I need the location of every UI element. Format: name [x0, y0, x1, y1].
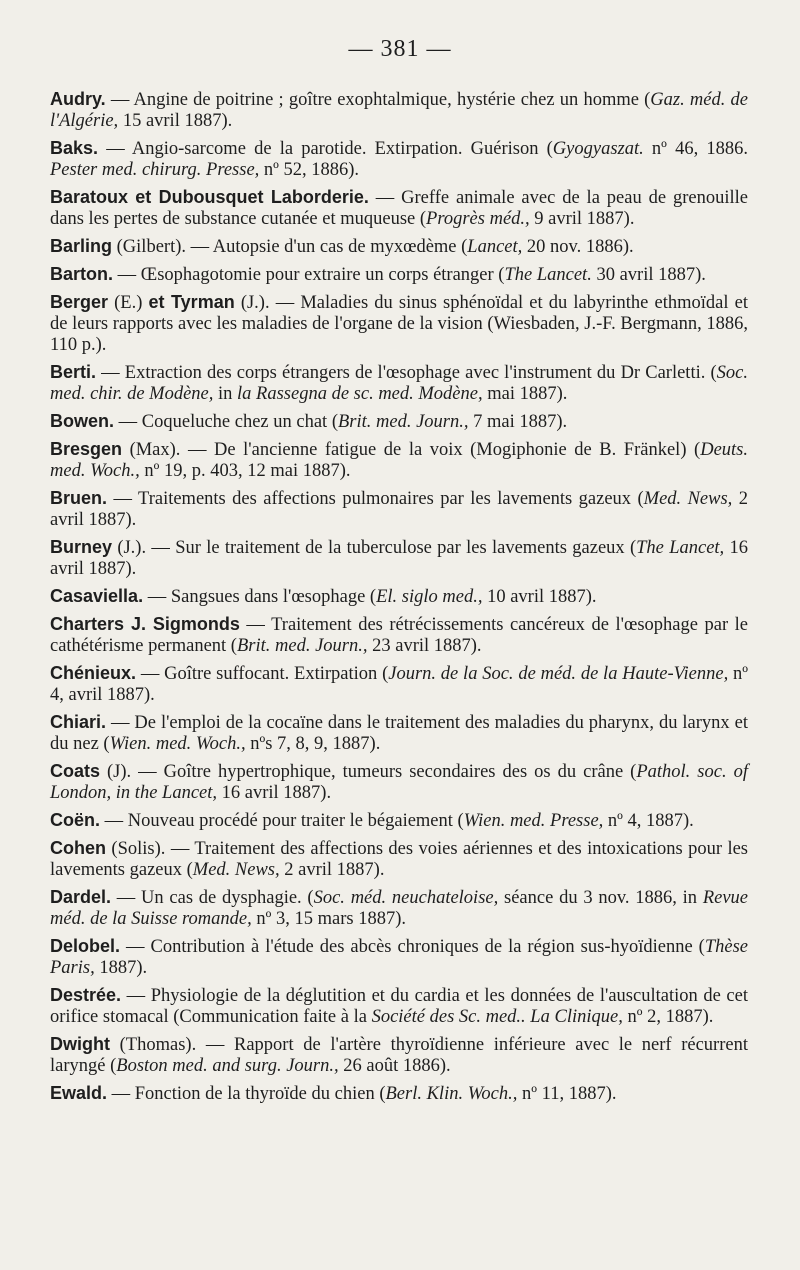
author-name: Destrée. [50, 985, 122, 1005]
author-name: et Tyrman [148, 292, 235, 312]
bibliography-entry [50, 264, 748, 286]
author-name: Dardel. [50, 887, 112, 907]
author-initials: (J). [100, 762, 132, 782]
bibliography-entry [50, 89, 748, 132]
bibliography-entry [50, 236, 748, 258]
author-name: Coën. [50, 810, 101, 830]
entry-title: — Traitement des affections des voies aériennes et des intoxications pour les lavements gazeux ( [50, 839, 748, 880]
bibliography-entry [50, 985, 748, 1028]
journal-name: Thèse Paris, [50, 937, 748, 978]
bibliography-entry [50, 439, 748, 482]
journal-name: El. siglo med., [376, 587, 483, 607]
citation-details: nº 4, 1887). [603, 811, 694, 831]
entry-title: — Traitement des rétrécissements cancéreux de l'œsophage par le cathétérisme permanent ( [50, 615, 748, 656]
author-name: Baks. [50, 138, 99, 158]
entry-title: — Rapport de l'artère thyroïdienne inférieure avec le nerf récurrent laryngé ( [50, 1035, 748, 1076]
journal-name: Pathol. soc. of London, in the Lancet, [50, 762, 748, 803]
entry-title: — Sur le traitement de la tuberculose par les lavements gazeux ( [146, 538, 637, 558]
bibliography-entry [50, 362, 748, 405]
journal-name: Deuts. med. Woch., [50, 440, 748, 481]
author-name: Audry. [50, 89, 106, 109]
citation-details: nº 46, 1886. [643, 139, 748, 159]
citation-details: nº 11, 1887). [517, 1084, 617, 1104]
journal-name: Revue méd. de la Suisse romande, [50, 888, 749, 929]
author-initials: (Solis). [106, 839, 166, 859]
citation-details: nºs 7, 8, 9, 1887). [245, 734, 381, 754]
author-name: Cohen [50, 838, 106, 858]
entry-title: — Sangsues dans l'œsophage ( [143, 587, 377, 607]
citation-details: nº 19, p. 403, 12 mai 1887). [139, 461, 351, 481]
citation-details: in [213, 384, 238, 404]
citation-details: 2 avril 1887). [50, 489, 748, 530]
bibliography-entry [50, 537, 748, 580]
journal-name: Wien. med. Woch., [109, 734, 246, 754]
bibliography-entry [50, 712, 748, 755]
journal-name: Soc. med. chir. de Modène, [50, 363, 748, 404]
author-name: Bruen. [50, 488, 108, 508]
bibliography-entry [50, 887, 748, 930]
journal-name: Brit. med. Journ., [236, 636, 368, 656]
entry-title: — Greffe animale avec de la peau de grenouille dans les pertes de substance cutanée et muqueuse ( [50, 188, 748, 229]
citation-details: nº 3, 15 mars 1887). [251, 909, 406, 929]
journal-name: Med. News, [643, 489, 733, 509]
citation-details: 30 avril 1887). [591, 265, 706, 285]
author-name: Burney [50, 537, 113, 557]
citation-details: 23 avril 1887). [367, 636, 482, 656]
bibliography-entry [50, 187, 748, 230]
citation-details: 20 nov. 1886). [522, 237, 634, 257]
citation-details: mai 1887). [482, 384, 568, 404]
author-name: Barling [50, 236, 113, 256]
bibliography-entry [50, 292, 748, 356]
page-number: — 381 — [348, 36, 452, 62]
entry-title: — Nouveau procédé pour traiter le bégaiement ( [100, 811, 464, 831]
bibliography-list [50, 89, 748, 1111]
entry-title: — Angine de poitrine ; goître exophtalmique, hystérie chez un homme ( [105, 90, 651, 110]
entry-title: — Physiologie de la déglutition et du cardia et les données de l'auscultation de cet orifice stomacal (Communication faite à la [50, 986, 748, 1027]
journal-name: Brit. med. Journ., [338, 412, 469, 432]
author-name: Berger [50, 292, 109, 312]
author-name: Coats [50, 761, 101, 781]
author-name: Ewald. [50, 1083, 108, 1103]
entry-title: — Maladies du sinus sphénoïdal et du labyrinthe ethmoïdal et de leurs rapports avec les maladies de l'organe de la vision (Wiesbaden, J.-F. Bergmann, 1886, 110 p.). [50, 293, 748, 355]
author-initials: (Thomas). [110, 1035, 197, 1055]
journal-name: Pester med. chirurg. Presse, [50, 160, 260, 180]
bibliography-entry [50, 586, 748, 608]
citation-details: nº 4, avril 1887). [50, 664, 749, 705]
citation-details: nº 52, 1886). [259, 160, 360, 180]
entry-title: — Contribution à l'étude des abcès chroniques de la région sus-hyoïdienne ( [120, 937, 705, 957]
journal-name: Gyogyaszat. [552, 139, 644, 159]
bibliography-entry [50, 1083, 748, 1105]
author-initials: (E.) [108, 293, 149, 313]
citation-details: 16 avril 1887). [50, 538, 748, 579]
author-name: Chiari. [50, 712, 107, 732]
bibliography-entry [50, 1034, 748, 1077]
bibliography-entry [50, 488, 748, 531]
author-name: Casaviella. [50, 586, 144, 606]
journal-name: Boston med. and surg. Journ., [116, 1056, 339, 1076]
author-name: Baratoux et Dubousquet Laborderie. [50, 187, 369, 207]
citation-details: 7 mai 1887). [468, 412, 568, 432]
bibliography-entry [50, 614, 748, 657]
author-name: Delobel. [50, 936, 121, 956]
author-initials: (Gilbert). [112, 237, 186, 257]
author-initials: (J.). [234, 293, 270, 313]
bibliography-entry [50, 936, 748, 979]
journal-name: Lancet, [467, 237, 523, 257]
bibliography-entry [50, 810, 748, 832]
entry-title: — De l'emploi de la cocaïne dans le traitement des maladies du pharynx, du larynx et du nez ( [50, 713, 748, 754]
bibliography-entry [50, 138, 748, 181]
journal-name: Gaz. méd. de l'Algérie, [50, 90, 749, 131]
entry-title: — Fonction de la thyroïde du chien ( [107, 1084, 386, 1104]
author-initials: (Max). [122, 440, 181, 460]
citation-details: nº 2, 1887). [622, 1007, 714, 1027]
entry-title: — Extraction des corps étrangers de l'œsophage avec l'instrument du Dr Carletti. ( [96, 363, 717, 383]
author-name: Berti. [50, 362, 97, 382]
entry-title: — Œsophagotomie pour extraire un corps étranger ( [113, 265, 505, 285]
bibliography-entry [50, 761, 748, 804]
entry-title: — Un cas de dysphagie. ( [111, 888, 314, 908]
journal-name: Progrès méd., [426, 209, 530, 229]
citation-details: 10 avril 1887). [482, 587, 597, 607]
journal-name: The Lancet, [636, 538, 725, 558]
author-name: Chénieux. [50, 663, 137, 683]
entry-title: — Goître hypertrophique, tumeurs secondaires des os du crâne ( [131, 762, 637, 782]
citation-details: 9 avril 1887). [529, 209, 635, 229]
entry-title: — Angio-sarcome de la parotide. Extirpation. Guérison ( [98, 139, 553, 159]
author-name: Bowen. [50, 411, 115, 431]
entry-title: — Traitements des affections pulmonaires par les lavements gazeux ( [107, 489, 644, 509]
journal-name: Soc. méd. neuchateloise, [313, 888, 499, 908]
journal-name: Société des Sc. med.. La Clinique, [371, 1007, 623, 1027]
entry-title: — Goître suffocant. Extirpation ( [136, 664, 389, 684]
author-initials: (J.). [112, 538, 147, 558]
journal-name: Journ. de la Soc. de méd. de la Haute-Vienne, [388, 664, 729, 684]
citation-details: 2 avril 1887). [279, 860, 385, 880]
citation-details: 15 avril 1887). [118, 111, 233, 131]
entry-title: — Coqueluche chez un chat ( [114, 412, 338, 432]
citation-details: séance du 3 nov. 1886, in [498, 888, 703, 908]
author-name: Charters J. Sigmonds [50, 614, 240, 634]
bibliography-entry [50, 663, 748, 706]
journal-name: Med. News, [192, 860, 280, 880]
author-name: Bresgen [50, 439, 123, 459]
bibliography-entry [50, 838, 748, 881]
journal-name: Berl. Klin. Woch., [385, 1084, 518, 1104]
journal-name: la Rassegna de sc. med. Modène, [237, 384, 483, 404]
citation-details: 1887). [94, 958, 148, 978]
citation-details: 26 août 1886). [338, 1056, 451, 1076]
author-name: Barton. [50, 264, 113, 284]
entry-title: — Autopsie d'un cas de myxœdème ( [186, 237, 468, 257]
journal-name: The Lancet. [504, 265, 592, 285]
bibliography-entry [50, 411, 748, 433]
citation-details: 16 avril 1887). [217, 783, 332, 803]
author-name: Dwight [50, 1034, 110, 1054]
journal-name: Wien. med. Presse, [463, 811, 604, 831]
entry-title: — De l'ancienne fatigue de la voix (Mogiphonie de B. Fränkel) ( [180, 440, 701, 460]
